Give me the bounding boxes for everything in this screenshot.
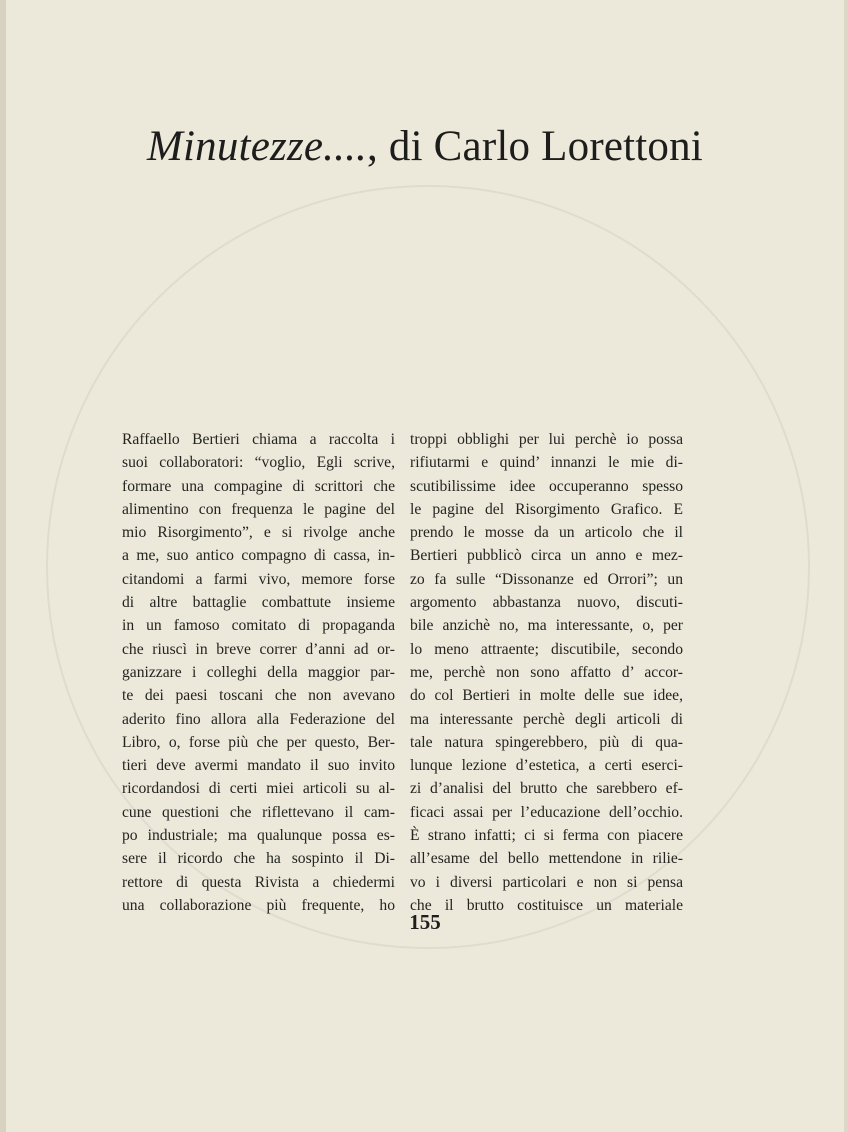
text-line: scutibilissime idee occuperanno spesso [410, 477, 683, 495]
text-line: lo meno attraente; discutibile, secondo [410, 640, 683, 658]
title-italic: Minutezze.... [147, 123, 367, 170]
text-line: Raffaello Bertieri chiama a raccolta i [122, 431, 395, 448]
text-line: mio Risorgimento”, e si rivolge anche [122, 524, 395, 542]
text-column-right [410, 428, 683, 917]
text-line: cune questioni che riflettevano il cam- [122, 803, 395, 821]
text-line: una collaborazione più frequente, ho [122, 896, 395, 914]
text-line: lunque lezione d’estetica, a certi eserci- [410, 757, 683, 775]
page-number: 155 [409, 910, 441, 934]
text-line: ganizzare i colleghi della maggior par- [122, 663, 395, 681]
text-line: che riuscì in breve correr d’anni ad or- [122, 640, 395, 658]
text-line: sere il ricordo che ha sospinto il Di- [122, 850, 395, 868]
text-line: formare una compagine di scrittori che [122, 477, 395, 495]
text-line: di altre battaglie combattute insieme [122, 594, 395, 612]
text-line: argomento abbastanza nuovo, discuti- [410, 594, 683, 612]
text-line: in un famoso comitato di propaganda [122, 617, 395, 635]
text-line: rifiutarmi e quind’ innanzi le mie di- [410, 454, 683, 472]
text-line: a me, suo antico compagno di cassa, in- [122, 547, 395, 565]
text-line: suoi collaboratori: “voglio, Egli scrive, [122, 454, 395, 472]
text-line: ma interessante perchè degli articoli di [410, 710, 683, 728]
text-line: prendo le mosse da un articolo che il [410, 524, 683, 542]
text-line: citandomi a farmi vivo, memore forse [122, 570, 395, 588]
text-line: È strano infatti; ci si ferma con piacere [410, 827, 683, 845]
text-line: rettore di questa Rivista a chiedermi [122, 873, 395, 891]
text-line: Libro, o, forse più che per questo, Ber- [122, 733, 395, 751]
text-line: bile anzichè no, ma interessante, o, per [410, 617, 683, 635]
text-line: zo fa sulle “Dissonanze ed Orrori”; un [410, 570, 683, 588]
text-line: vo i diversi particolari e non si pensa [410, 873, 683, 891]
text-line: all’esame del bello mettendone in rilie- [410, 850, 683, 868]
title-author: , di Carlo Lorettoni [366, 123, 703, 170]
text-column-left [122, 428, 395, 917]
text-line: alimentino con frequenza le pagine del [122, 500, 395, 518]
text-line: zi d’analisi del brutto che sarebbero ef- [410, 780, 683, 798]
text-line: Bertieri pubblicò circa un anno e mez- [410, 547, 683, 565]
text-line: tale natura spingerebbero, più di qua- [410, 733, 683, 751]
text-line: tieri deve avermi mandato il suo invito [122, 757, 395, 775]
text-line: ricordandosi di certi miei articoli su al- [122, 780, 395, 798]
text-line: do col Bertieri in molte delle sue idee, [410, 687, 683, 705]
text-line: ficaci assai per l’educazione dell’occhio. [410, 803, 683, 821]
text-line: te dei paesi toscani che non avevano [122, 687, 395, 705]
text-line: po industriale; ma qualunque possa es- [122, 827, 395, 845]
text-line: che il brutto costituisce un materiale [410, 896, 683, 914]
text-line: le pagine del Risorgimento Grafico. E [410, 500, 683, 518]
text-line: me, perchè non sono affatto d’ accor- [410, 663, 683, 681]
text-line: troppi obblighi per lui perchè io possa [410, 431, 683, 448]
text-line: aderito fino allora alla Federazione del [122, 710, 395, 728]
page-title [6, 122, 844, 171]
